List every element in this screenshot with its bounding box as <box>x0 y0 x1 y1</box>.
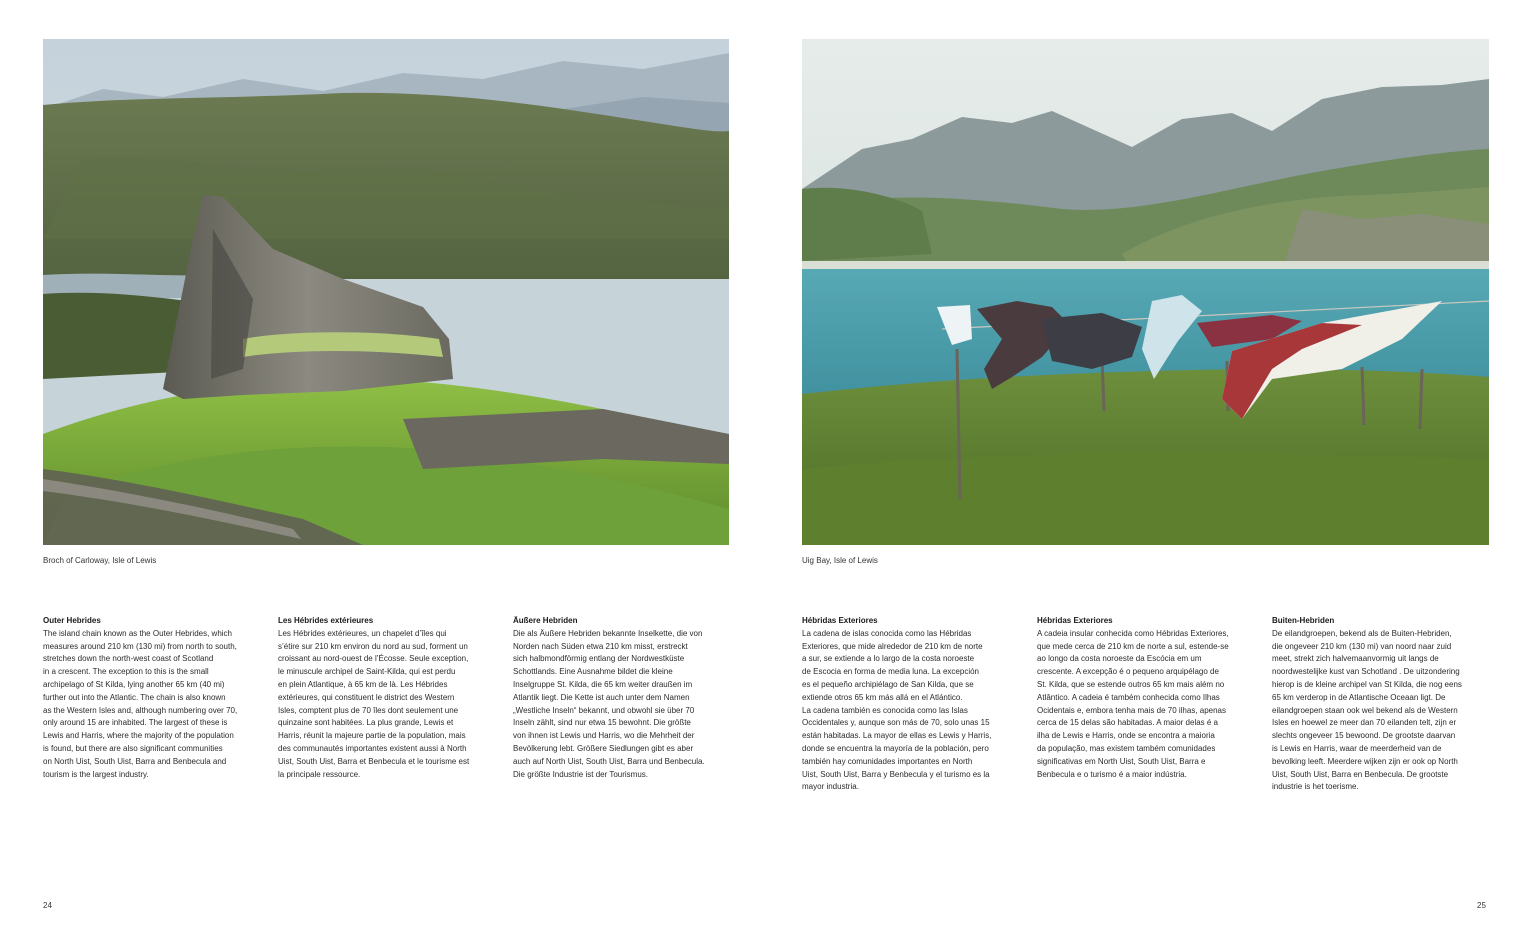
text-line: des communautés importantes existent aussi à North <box>278 743 467 753</box>
text-line: measures around 210 km (130 mi) from north to south, <box>43 641 237 651</box>
column-body <box>1272 628 1494 794</box>
photo-broch-of-carloway <box>43 39 729 545</box>
text-line: Exteriores, que mide alrededor de 210 km de norte <box>802 641 983 651</box>
text-line: A cadeia insular conhecida como Hébridas Exteriores, <box>1037 628 1229 638</box>
text-line: De eilandgroepen, bekend als de Buiten-Hebriden, <box>1272 628 1452 638</box>
text-line: le minuscule archipel de Saint-Kilda, qui est perdu <box>278 667 456 677</box>
text-line: La cadena de islas conocida como las Hébridas <box>802 628 972 638</box>
text-line: slechts ongeveer 15 bewoond. De grootste daarvan <box>1272 731 1456 741</box>
text-column-portuguese <box>1037 615 1259 781</box>
photo-uig-bay <box>802 39 1489 545</box>
text-line: further out into the Atlantic. The chain is also known <box>43 692 226 702</box>
text-line: donde se encuentra la mayoría de la población, pero <box>802 743 989 753</box>
text-line: die ongeveer 210 km (130 mi) van noord naar zuid <box>1272 641 1452 651</box>
text-line: archipelago of St Kilda, lying another 65 km (40 mi) <box>43 679 225 689</box>
text-line: Norden nach Süden etwa 210 km misst, erstreckt <box>513 641 688 651</box>
text-line: auch auf North Uist, South Uist, Barra und Benbecula. <box>513 756 705 766</box>
column-body <box>802 628 1024 794</box>
column-heading: Outer Hebrides <box>43 616 101 625</box>
column-heading: Buiten-Hebriden <box>1272 616 1335 625</box>
text-line: Bevölkerung lebt. Größere Siedlungen gibt es aber <box>513 743 694 753</box>
text-line: Atlântico. A cadeia é também conhecida como Ilhas <box>1037 692 1220 702</box>
text-line: croissant au nord-ouest de l’Écosse. Seule exception, <box>278 654 469 664</box>
text-line: Uist, South Uist, Barra et Benbecula et le tourisme est <box>278 756 470 766</box>
text-column-german <box>513 615 735 781</box>
column-heading: Hébridas Exteriores <box>802 616 878 625</box>
text-line: as the Western Isles and, although numbering over 70, <box>43 705 238 715</box>
text-line: St. Kilda, que se estende outros 65 km mais além no <box>1037 679 1225 689</box>
text-line: stretches down the north-west coast of Scotland <box>43 654 214 664</box>
column-body <box>43 628 265 782</box>
text-line: Uist, South Uist, Barra y Benbecula y el turismo es la <box>802 769 990 779</box>
text-line: extiende otros 65 km más allá en el Atlántico. <box>802 692 963 702</box>
text-line: cerca de 15 delas são habitadas. A maior delas é a <box>1037 718 1219 728</box>
text-line: Die als Äußere Hebriden bekannte Inselkette, die von <box>513 628 703 638</box>
text-line: noordwestelijke kust van Schotland . De uitzondering <box>1272 667 1460 677</box>
column-body <box>513 628 735 782</box>
column-body <box>278 628 500 782</box>
photo-caption-right: Uig Bay, Isle of Lewis <box>802 556 878 565</box>
text-line: Lewis and Harris, where the majority of the population <box>43 731 234 741</box>
text-line: sich halbmondförmig entlang der Nordwestküste <box>513 654 685 664</box>
text-line: de Escocia en forma de media luna. La excepción <box>802 667 979 677</box>
text-line: 65 km verderop in de Atlantische Oceaan ligt. De <box>1272 692 1446 702</box>
text-line: Occidentales y, aunque son más de 70, solo unas 15 <box>802 718 990 728</box>
text-column-english <box>43 615 265 781</box>
column-heading: Les Hébrides extérieures <box>278 616 374 625</box>
text-line: Inselgruppe St. Kilda, die 65 km weiter draußen im <box>513 679 693 689</box>
text-line: ilha de Lewis e Harris, onde se encontra a maioria <box>1037 731 1215 741</box>
text-line: están habitadas. La mayor de ellas es Lewis y Harris, <box>802 731 992 741</box>
text-line: en plein Atlantique, à 65 km de là. Les Hébrides <box>278 679 448 689</box>
text-line: es el pequeño archipiélago de San Kilda, que se <box>802 679 974 689</box>
text-line: la principale ressource. <box>278 769 361 779</box>
column-heading: Hébridas Exteriores <box>1037 616 1113 625</box>
text-line: Schottlands. Eine Ausnahme bildet die kleine <box>513 667 673 677</box>
text-line: s’étire sur 210 km environ du nord au sud, forment un <box>278 641 468 651</box>
text-line: only around 15 are inhabited. The largest of these is <box>43 718 228 728</box>
text-line: meet, strekt zich halvemaanvormig uit langs de <box>1272 654 1439 664</box>
text-line: Isles, comptent plus de 70 îles dont seulement une <box>278 705 459 715</box>
page-number-left: 24 <box>43 901 52 910</box>
text-line: da população, mas existem também comunidades <box>1037 743 1216 753</box>
text-line: tourism is the largest industry. <box>43 769 149 779</box>
text-line: Uist, South Uist, Barra en Benbecula. De grootste <box>1272 769 1449 779</box>
text-line: Les Hébrides extérieures, un chapelet d’îles qui <box>278 628 447 638</box>
text-line: Harris, réunit la majeure partie de la population, mais <box>278 731 466 741</box>
text-line: extérieures, qui constituent le district des Western <box>278 692 455 702</box>
column-body <box>1037 628 1259 782</box>
text-line: bevolking leeft. Meerdere wijken zijn er ook op North <box>1272 756 1458 766</box>
text-line: ao longo da costa noroeste da Escócia em um <box>1037 654 1202 664</box>
text-line: que mede cerca de 210 km de norte a sul, estende-se <box>1037 641 1229 651</box>
text-line: Inseln zählt, sind nur etwa 15 bewohnt. Die größte <box>513 718 691 728</box>
column-heading: Äußere Hebriden <box>513 616 578 625</box>
text-line: eilandgroepen staan ook wel bekend als de Western <box>1272 705 1458 715</box>
text-line: a sur, se extiende a lo largo de la costa noroeste <box>802 654 975 664</box>
text-line: „Westliche Inseln“ bekannt, und obwohl sie über 70 <box>513 705 695 715</box>
text-line: on North Uist, South Uist, Barra and Benbecula and <box>43 756 227 766</box>
text-line: von ihnen ist Lewis und Harris, wo die Mehrheit der <box>513 731 695 741</box>
text-line: Ocidentais e, embora tenha mais de 70 ilhas, apenas <box>1037 705 1227 715</box>
text-line: quinzaine sont habitées. La plus grande, Lewis et <box>278 718 454 728</box>
text-column-french <box>278 615 500 781</box>
text-line: crescente. A excepção é o pequeno arquipélago de <box>1037 667 1219 677</box>
text-line: Die größte Industrie ist der Tourismus. <box>513 769 649 779</box>
text-line: is found, but there are also significant communities <box>43 743 223 753</box>
photo-caption-left: Broch of Carloway, Isle of Lewis <box>43 556 157 565</box>
text-line: Isles en hoewel ze meer dan 70 eilanden telt, zijn er <box>1272 718 1457 728</box>
text-line: La cadena también es conocida como las Islas <box>802 705 968 715</box>
text-column-spanish <box>802 615 1024 794</box>
text-line: también hay comunidades importantes en North <box>802 756 973 766</box>
text-line: is Lewis en Harris, waar de meerderheid van de <box>1272 743 1442 753</box>
text-column-dutch <box>1272 615 1494 794</box>
text-line: Benbecula e o turismo é a maior indústria. <box>1037 769 1187 779</box>
text-line: The island chain known as the Outer Hebrides, which <box>43 628 232 638</box>
text-line: Atlantik liegt. Die Kette ist auch unter dem Namen <box>513 692 690 702</box>
text-line: industrie is het toerisme. <box>1272 782 1359 792</box>
text-line: significativas em North Uist, South Uist, Barra e <box>1037 756 1206 766</box>
text-line: hierop is de kleine archipel van St Kilda, die nog eens <box>1272 679 1462 689</box>
text-line: in a crescent. The exception to this is the small <box>43 667 209 677</box>
page-number-right: 25 <box>1477 901 1486 910</box>
text-line: mayor industria. <box>802 782 859 792</box>
